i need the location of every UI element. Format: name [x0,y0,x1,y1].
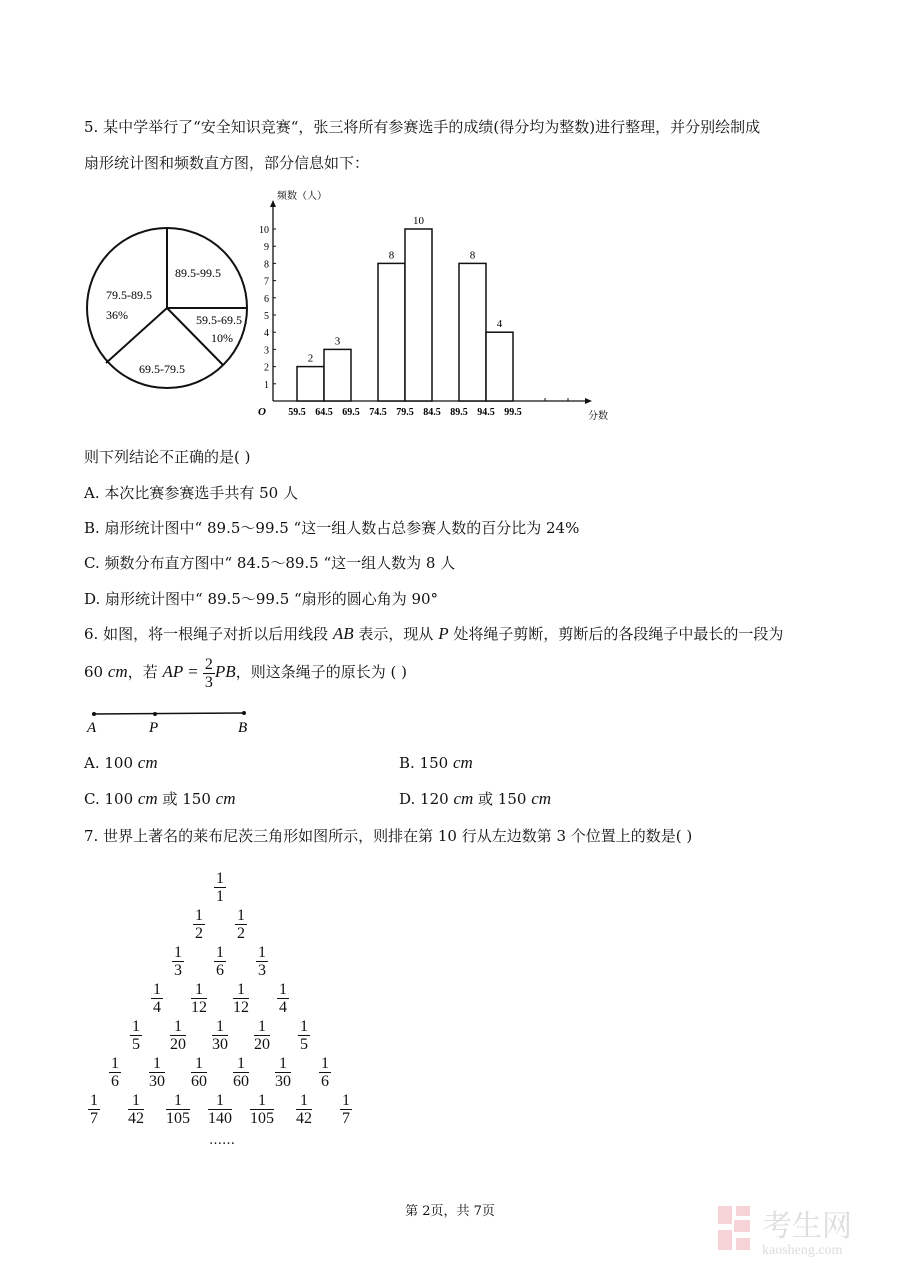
bar-value-label: 8 [388,249,395,262]
y-tick-label: 6 [264,293,269,305]
numerator: 1 [170,1018,186,1036]
pie-slice-label: 69.5-79.5 [139,362,185,376]
x-tick-label: 74.5 [369,407,387,418]
triangle-fraction [235,907,247,942]
q7-text: 7. 世界上著名的莱布尼茨三角形如图所示，则排在第 10 行从左边数第 3 个位置上的数是( ) [84,827,693,845]
triangle-fraction [193,907,205,942]
numerator: 1 [233,981,249,999]
denominator: 20 [170,1036,186,1053]
denominator: 30 [149,1073,165,1090]
denominator: 1 [216,888,224,905]
numerator: 1 [342,1092,350,1109]
numerator: 1 [254,1018,270,1036]
pie-slice-label: 59.5-69.5 [196,313,242,327]
triangle-fraction [88,1092,100,1127]
histogram-bar [459,263,486,401]
pie-slice-percent: 10% [211,331,233,345]
histogram-bar [378,263,405,401]
denominator: 5 [132,1036,140,1053]
page-footer: 第 2页，共 7页 [405,1204,495,1219]
pie-slice-label: 89.5-99.5 [175,266,221,280]
triangle-fraction [170,1018,186,1053]
q5-option-c: C. 频数分布直方图中“ 84.5～89.5 “这一组人数为 8 人 [84,554,456,572]
y-tick-label: 7 [264,276,269,288]
numerator: 1 [233,1055,249,1073]
bar-value-label: 2 [307,352,314,365]
q6-text-line1: 6. 如图，将一根绳子对折以后用线段 AB 表示，现从 P 处将绳子剪断，剪断后的各段绳子中最长的一段为 [84,624,784,643]
numerator: 1 [191,981,207,999]
triangle-fraction [319,1055,331,1090]
triangle-fraction [250,1092,274,1127]
triangle-fraction [166,1092,190,1127]
histogram-bar [297,367,324,401]
denominator: 140 [208,1110,232,1127]
x-axis-arrow [585,398,592,404]
numerator: 1 [216,870,224,887]
x-tick-label: 89.5 [450,407,468,418]
numerator: 1 [166,1092,190,1110]
q6-option-a: A. 100 cm [84,753,158,772]
pie-slice-label: 79.5-89.5 [106,288,152,302]
q5-question: 则下列结论不正确的是( ) [84,448,251,466]
denominator: 42 [296,1110,312,1127]
triangle-fraction [151,981,163,1016]
y-tick-label: 8 [264,259,269,271]
y-axis-label: 频数（人） [277,191,327,202]
numerator: 1 [216,944,224,961]
denominator: 6 [111,1073,119,1090]
segment-figure [80,705,270,740]
denominator: 6 [216,962,224,979]
numerator: 1 [195,907,203,924]
numerator: 1 [275,1055,291,1073]
denominator: 30 [275,1073,291,1090]
numerator: 1 [250,1092,274,1110]
triangle-fraction [254,1018,270,1053]
y-tick-label: 4 [264,328,269,340]
y-tick-label: 9 [264,242,269,254]
triangle-fraction [214,944,226,979]
numerator: 1 [174,944,182,961]
numerator: 1 [153,981,161,998]
denominator: 2 [237,925,245,942]
y-tick-label: 5 [264,311,269,322]
q5-option-b: B. 扇形统计图中“ 89.5～99.5 “这一组人数占总参赛人数的百分比为 24% [84,519,580,537]
x-tick-label: 59.5 [288,407,306,418]
denominator: 105 [250,1110,274,1127]
numerator: 1 [128,1092,144,1110]
denominator: 60 [233,1073,249,1090]
q6-text-line2: 60 cm，若 AP = $\frac{2}{3}$ PB，则这条绳子的原长为 ( ) [84,655,407,691]
histogram-bar [324,349,351,401]
triangle-fraction [208,1092,232,1127]
triangle-fraction [128,1092,144,1127]
svg-text:考生网: 考生网 [762,1210,852,1243]
q5-option-a: A. 本次比赛参赛选手共有 50 人 [84,484,298,502]
triangle-fraction [275,1055,291,1090]
denominator: 5 [300,1036,308,1053]
q6-option-b: B. 150 cm [399,753,473,772]
q6-option-d: D. 120 cm 或 150 cm [399,789,552,808]
bar-value-label: 4 [496,318,503,331]
y-axis-arrow [270,200,276,207]
numerator: 1 [300,1018,308,1035]
triangle-fraction [214,870,226,905]
fraction-2-3: $\frac{2}{3}$ [204,655,213,691]
triangle-fraction [212,1018,228,1053]
x-tick-label: 84.5 [423,407,441,418]
denominator: 7 [342,1110,350,1127]
q5-text-line2: 扇形统计图和频数直方图，部分信息如下： [84,154,370,172]
numerator: 1 [132,1018,140,1035]
point-p-label: P [149,720,159,736]
histogram-bar [486,332,513,401]
y-tick-label: 10 [259,225,269,236]
y-tick-label: 1 [264,379,269,391]
x-tick-label: 69.5 [342,407,360,418]
numerator: 1 [296,1092,312,1110]
denominator: 12 [191,999,207,1016]
point-b-label: B [238,720,248,736]
triangle-fraction [130,1018,142,1053]
y-tick-label: 3 [264,345,269,357]
histogram-bar [405,229,432,401]
numerator: 1 [321,1055,329,1072]
denominator: 12 [233,999,249,1016]
x-tick-label: 94.5 [477,407,495,418]
q5-charts [0,185,640,425]
denominator: 7 [90,1110,98,1127]
numerator: 1 [149,1055,165,1073]
numerator: 1 [208,1092,232,1110]
numerator: 1 [258,944,266,961]
triangle-ellipsis: …… [209,1133,235,1148]
numerator: 1 [212,1018,228,1036]
q6-option-c: C. 100 cm 或 150 cm [84,789,236,808]
triangle-fraction [233,981,249,1016]
denominator: 30 [212,1036,228,1053]
denominator: 105 [166,1110,190,1127]
q5-text-line1: 5. 某中学举行了“安全知识竞赛“，张三将所有参赛选手的成绩(得分均为整数)进行整理，并分别绘制成 [84,118,761,136]
triangle-fraction [149,1055,165,1090]
triangle-fraction [109,1055,121,1090]
x-tick-label: 99.5 [504,407,522,418]
denominator: 4 [153,999,161,1016]
bar-value-label: 8 [469,249,476,262]
denominator: 3 [174,962,182,979]
pie-slice-percent: 36% [106,308,128,322]
denominator: 2 [195,925,203,942]
triangle-fraction [340,1092,352,1127]
denominator: 4 [279,999,287,1016]
x-tick-label: 64.5 [315,407,333,418]
triangle-fraction [191,1055,207,1090]
denominator: 60 [191,1073,207,1090]
point-a-label: A [87,720,97,736]
numerator: 1 [191,1055,207,1073]
x-axis-label: 分数 [588,411,608,422]
y-tick-label: 2 [264,362,269,374]
bar-value-label: 3 [334,335,341,348]
watermark-logo [716,1200,886,1260]
triangle-fraction [298,1018,310,1053]
svg-text:kaosheng.com: kaosheng.com [762,1243,843,1258]
denominator: 6 [321,1073,329,1090]
triangle-fraction [191,981,207,1016]
denominator: 42 [128,1110,144,1127]
triangle-fraction [256,944,268,979]
numerator: 1 [90,1092,98,1109]
denominator: 20 [254,1036,270,1053]
triangle-fraction [277,981,289,1016]
triangle-fraction [172,944,184,979]
triangle-fraction [296,1092,312,1127]
numerator: 1 [279,981,287,998]
numerator: 1 [237,907,245,924]
numerator: 1 [111,1055,119,1072]
denominator: 3 [258,962,266,979]
q5-option-d: D. 扇形统计图中“ 89.5～99.5 “扇形的圆心角为 90° [84,590,439,608]
origin-label: O [258,406,266,418]
x-tick-label: 79.5 [396,407,414,418]
triangle-fraction [233,1055,249,1090]
bar-value-label: 10 [413,215,424,227]
